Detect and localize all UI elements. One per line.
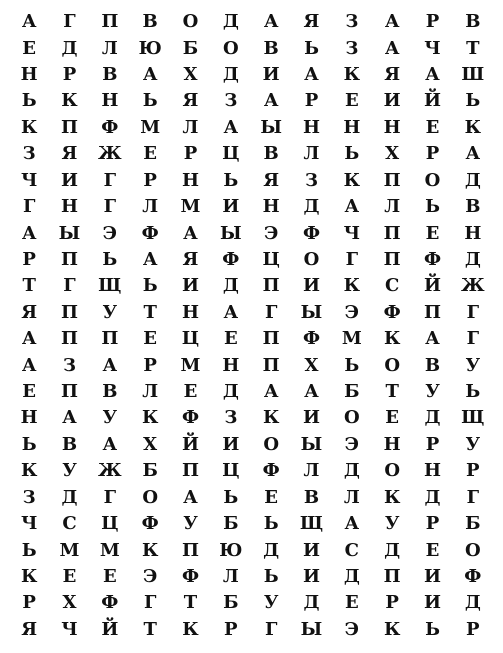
letter-cell[interactable]: П [60,328,78,350]
letter-cell[interactable]: Р [425,143,440,165]
letter-cell[interactable]: Р [143,169,157,191]
letter-cell[interactable]: Р [183,143,198,165]
letter-cell[interactable]: З [345,37,359,59]
letter-cell[interactable]: Л [101,37,118,59]
letter-cell[interactable]: Ы [260,116,282,138]
letter-cell[interactable]: Г [264,618,278,640]
letter-cell[interactable]: Ц [262,248,280,270]
letter-cell[interactable]: Н [383,433,401,455]
letter-cell[interactable]: У [465,354,481,376]
letter-cell[interactable]: Д [61,37,78,59]
letter-cell[interactable]: С [62,513,77,535]
letter-cell[interactable]: О [384,354,400,376]
letter-cell[interactable]: Э [344,618,359,640]
letter-cell[interactable]: Ф [181,565,200,587]
letter-cell[interactable]: Ы [58,222,81,244]
letter-cell[interactable]: К [141,407,159,429]
letter-cell[interactable]: К [343,275,360,297]
letter-cell[interactable]: З [22,143,36,165]
letter-cell[interactable]: Л [142,196,159,218]
letter-cell[interactable]: Г [345,248,359,270]
letter-cell[interactable]: Е [102,565,117,587]
letter-cell[interactable]: Т [466,37,480,59]
letter-cell[interactable]: А [425,328,440,350]
letter-cell[interactable]: Д [61,486,78,508]
letter-cell[interactable]: Л [222,565,239,587]
letter-cell[interactable]: Е [22,381,37,403]
letter-cell[interactable]: Б [223,592,239,614]
letter-cell[interactable]: А [384,11,400,33]
letter-cell[interactable]: З [224,90,238,112]
letter-cell[interactable]: Д [464,248,481,270]
letter-cell[interactable]: Ф [101,592,119,614]
letter-cell[interactable]: П [383,169,401,191]
letter-cell[interactable]: Е [385,407,400,429]
letter-cell[interactable]: К [343,169,360,191]
letter-cell[interactable]: Й [423,275,441,297]
letter-cell[interactable]: Ш [461,64,485,86]
letter-cell[interactable]: Я [61,143,78,165]
letter-cell[interactable]: А [223,301,239,323]
letter-cell[interactable]: Н [262,196,280,218]
letter-cell[interactable]: Э [263,222,279,244]
letter-cell[interactable]: У [384,513,400,535]
letter-cell[interactable]: К [182,618,199,640]
letter-cell[interactable]: Т [183,592,198,614]
letter-cell[interactable]: Д [263,539,280,561]
letter-cell[interactable]: Д [424,486,441,508]
letter-cell[interactable]: О [464,539,481,561]
letter-cell[interactable]: Х [385,143,400,165]
letter-cell[interactable]: А [263,381,279,403]
letter-cell[interactable]: Б [182,37,199,59]
letter-cell[interactable]: И [222,433,240,455]
letter-cell[interactable]: Р [385,592,399,614]
letter-cell[interactable]: А [344,196,360,218]
letter-cell[interactable]: З [345,11,359,33]
letter-cell[interactable]: П [383,565,401,587]
letter-cell[interactable]: К [20,565,38,587]
letter-cell[interactable]: Д [303,592,320,614]
letter-cell[interactable]: И [423,592,441,614]
letter-cell[interactable]: Ч [424,37,441,59]
letter-cell[interactable]: Ц [222,460,240,482]
letter-cell[interactable]: Ж [461,275,485,297]
letter-cell[interactable]: Я [182,248,199,270]
letter-cell[interactable]: П [60,248,78,270]
letter-cell[interactable]: Е [183,381,198,403]
letter-cell[interactable]: Н [383,116,401,138]
letter-cell[interactable]: Г [103,169,117,191]
letter-cell[interactable]: Е [223,328,238,350]
letter-cell[interactable]: Р [425,513,440,535]
letter-cell[interactable]: Я [182,90,199,112]
letter-cell[interactable]: Р [466,618,480,640]
letter-cell[interactable]: Ь [102,248,118,270]
letter-cell[interactable]: М [180,196,201,218]
letter-cell[interactable]: А [183,486,198,508]
letter-cell[interactable]: П [60,301,78,323]
letter-cell[interactable]: Ь [344,354,360,376]
letter-cell[interactable]: Й [181,433,199,455]
letter-cell[interactable]: У [183,513,198,535]
letter-cell[interactable]: О [182,11,199,33]
letter-cell[interactable]: О [303,248,320,270]
letter-cell[interactable]: Б [344,381,360,403]
letter-cell[interactable]: Ж [98,143,122,165]
letter-cell[interactable]: Р [304,90,319,112]
letter-cell[interactable]: У [263,592,279,614]
letter-cell[interactable]: И [302,539,320,561]
letter-cell[interactable]: В [263,143,279,165]
letter-cell[interactable]: И [423,565,441,587]
letter-cell[interactable]: А [263,90,279,112]
letter-cell[interactable]: А [465,143,481,165]
letter-cell[interactable]: Ф [181,407,200,429]
letter-cell[interactable]: Ч [343,222,361,244]
letter-cell[interactable]: Д [222,64,239,86]
letter-cell[interactable]: А [21,328,37,350]
letter-cell[interactable]: Ы [300,618,323,640]
letter-cell[interactable]: А [304,64,319,86]
letter-cell[interactable]: У [465,433,481,455]
letter-cell[interactable]: Д [464,592,481,614]
letter-cell[interactable]: Ф [302,328,321,350]
word-search-grid [9,9,493,643]
letter-cell[interactable]: Ф [383,301,401,323]
letter-cell[interactable]: Х [143,433,158,455]
letter-cell[interactable]: Н [181,169,199,191]
letter-cell[interactable]: К [343,64,360,86]
letter-cell[interactable]: Ц [101,513,119,535]
letter-cell[interactable]: Е [264,486,279,508]
letter-cell[interactable]: Т [143,301,157,323]
letter-cell[interactable]: Г [103,196,117,218]
letter-cell[interactable]: Щ [98,275,122,297]
letter-cell[interactable]: Ь [21,90,37,112]
letter-cell[interactable]: Ж [98,460,122,482]
letter-cell[interactable]: М [99,539,120,561]
letter-cell[interactable]: Ч [20,513,38,535]
letter-cell[interactable]: Г [103,486,117,508]
letter-cell[interactable]: З [22,486,36,508]
letter-cell[interactable]: А [425,64,440,86]
letter-cell[interactable]: Л [384,196,401,218]
letter-cell[interactable]: П [423,301,441,323]
letter-cell[interactable]: Д [343,460,360,482]
letter-cell[interactable]: Б [465,513,481,535]
letter-cell[interactable]: Ь [21,433,37,455]
letter-cell[interactable]: Б [142,460,158,482]
letter-cell[interactable]: М [180,354,201,376]
letter-cell[interactable]: Н [464,222,482,244]
letter-cell[interactable]: Г [466,328,480,350]
letter-cell[interactable]: Л [303,460,320,482]
letter-cell[interactable]: А [21,222,37,244]
letter-cell[interactable]: Я [303,11,320,33]
letter-cell[interactable]: Ю [219,539,243,561]
letter-cell[interactable]: В [102,381,118,403]
letter-cell[interactable]: Ц [181,328,200,350]
letter-cell[interactable]: Э [344,301,359,323]
letter-cell[interactable]: П [181,460,199,482]
letter-cell[interactable]: Я [21,618,38,640]
letter-cell[interactable]: Д [222,275,239,297]
letter-cell[interactable]: Р [224,618,238,640]
letter-cell[interactable]: К [464,116,481,138]
letter-cell[interactable]: И [262,64,280,86]
letter-cell[interactable]: Н [222,354,240,376]
letter-cell[interactable]: С [344,539,359,561]
letter-cell[interactable]: Х [183,64,198,86]
letter-cell[interactable]: Й [101,618,119,640]
letter-cell[interactable]: Л [303,143,320,165]
letter-cell[interactable]: Р [143,354,157,376]
letter-cell[interactable]: Ь [263,513,279,535]
letter-cell[interactable]: Ц [222,143,240,165]
letter-cell[interactable]: У [102,407,118,429]
letter-cell[interactable]: М [341,328,362,350]
letter-cell[interactable]: Й [423,90,441,112]
letter-cell[interactable]: А [384,37,400,59]
letter-cell[interactable]: Ю [138,37,162,59]
letter-cell[interactable]: П [383,222,401,244]
letter-cell[interactable]: Х [62,592,77,614]
letter-cell[interactable]: Ф [302,222,321,244]
letter-cell[interactable]: В [303,486,320,508]
letter-cell[interactable]: Д [424,407,441,429]
letter-cell[interactable]: Т [143,618,157,640]
letter-cell[interactable]: П [262,328,280,350]
letter-cell[interactable]: Д [343,565,360,587]
letter-cell[interactable]: Ы [220,222,242,244]
letter-cell[interactable]: Д [222,11,239,33]
letter-cell[interactable]: У [102,301,118,323]
letter-cell[interactable]: Е [143,143,158,165]
letter-cell[interactable]: Д [464,169,481,191]
letter-cell[interactable]: Г [63,11,76,33]
letter-cell[interactable]: В [263,37,279,59]
letter-cell[interactable]: Е [425,222,440,244]
letter-cell[interactable]: Н [302,116,320,138]
letter-cell[interactable]: Х [304,354,319,376]
letter-cell[interactable]: Ь [344,143,360,165]
letter-cell[interactable]: С [384,275,400,297]
letter-cell[interactable]: П [60,116,78,138]
letter-cell[interactable]: М [140,116,161,138]
letter-cell[interactable]: Ф [141,513,159,535]
letter-cell[interactable]: П [101,328,119,350]
letter-cell[interactable]: Р [466,460,480,482]
letter-cell[interactable]: Д [303,196,320,218]
letter-cell[interactable]: У [62,460,77,482]
letter-cell[interactable]: О [343,407,360,429]
letter-cell[interactable]: П [101,11,119,33]
letter-cell[interactable]: Я [21,301,38,323]
letter-cell[interactable]: И [181,275,199,297]
letter-cell[interactable]: И [60,169,78,191]
letter-cell[interactable]: Е [22,37,37,59]
letter-cell[interactable]: Щ [299,513,324,535]
letter-cell[interactable]: В [465,196,481,218]
letter-cell[interactable]: К [383,328,401,350]
letter-cell[interactable]: А [102,354,118,376]
letter-cell[interactable]: А [223,116,239,138]
letter-cell[interactable]: Н [343,116,361,138]
letter-cell[interactable]: Я [384,64,401,86]
letter-cell[interactable]: Ь [21,539,37,561]
letter-cell[interactable]: Д [222,381,239,403]
letter-cell[interactable]: В [424,354,441,376]
letter-cell[interactable]: И [383,90,401,112]
letter-cell[interactable]: В [61,433,78,455]
letter-cell[interactable]: Е [62,565,77,587]
letter-cell[interactable]: З [224,407,238,429]
letter-cell[interactable]: О [384,460,400,482]
letter-cell[interactable]: Ф [423,248,442,270]
letter-cell[interactable]: Н [20,64,38,86]
letter-cell[interactable]: Е [425,116,440,138]
letter-cell[interactable]: Н [101,90,119,112]
letter-cell[interactable]: Ч [20,169,38,191]
letter-cell[interactable]: А [62,407,77,429]
letter-cell[interactable]: Э [102,222,117,244]
letter-cell[interactable]: Ь [263,565,279,587]
letter-cell[interactable]: Ф [222,248,240,270]
letter-cell[interactable]: Н [60,196,78,218]
letter-cell[interactable]: У [425,381,440,403]
letter-cell[interactable]: П [383,248,401,270]
letter-cell[interactable]: О [222,37,239,59]
letter-cell[interactable]: К [20,116,38,138]
letter-cell[interactable]: Г [22,196,36,218]
letter-cell[interactable]: Л [142,381,159,403]
letter-cell[interactable]: О [142,486,158,508]
letter-cell[interactable]: А [21,11,37,33]
letter-cell[interactable]: Ь [425,196,440,218]
letter-cell[interactable]: Р [62,64,77,86]
letter-cell[interactable]: И [302,407,320,429]
letter-cell[interactable]: Е [143,328,158,350]
letter-cell[interactable]: Е [344,592,359,614]
letter-cell[interactable]: Ь [223,169,239,191]
letter-cell[interactable]: О [424,169,441,191]
letter-cell[interactable]: Ь [465,381,481,403]
letter-cell[interactable]: Р [425,433,440,455]
letter-cell[interactable]: А [142,248,158,270]
letter-cell[interactable]: К [20,460,38,482]
letter-cell[interactable]: Л [182,116,199,138]
letter-cell[interactable]: Д [384,539,401,561]
letter-cell[interactable]: Ф [141,222,159,244]
letter-cell[interactable]: А [102,433,118,455]
letter-cell[interactable]: А [183,222,198,244]
letter-cell[interactable]: Ы [300,433,323,455]
letter-cell[interactable]: Ф [101,116,119,138]
letter-cell[interactable]: Н [423,460,441,482]
letter-cell[interactable]: Ь [142,90,158,112]
letter-cell[interactable]: К [141,539,159,561]
letter-cell[interactable]: Ч [61,618,78,640]
letter-cell[interactable]: Г [466,301,480,323]
letter-cell[interactable]: А [304,381,319,403]
letter-cell[interactable]: Щ [461,407,485,429]
letter-cell[interactable]: А [142,64,158,86]
letter-cell[interactable]: Ь [142,275,158,297]
letter-cell[interactable]: М [59,539,80,561]
letter-cell[interactable]: К [262,407,280,429]
letter-cell[interactable]: Ь [304,37,319,59]
letter-cell[interactable]: П [262,275,280,297]
letter-cell[interactable]: Т [22,275,36,297]
letter-cell[interactable]: Э [344,433,359,455]
letter-cell[interactable]: Н [181,301,199,323]
letter-cell[interactable]: П [262,354,280,376]
letter-cell[interactable]: В [465,11,481,33]
letter-cell[interactable]: П [181,539,199,561]
letter-cell[interactable]: Л [343,486,360,508]
letter-cell[interactable]: И [222,196,240,218]
letter-cell[interactable]: Р [22,592,36,614]
letter-cell[interactable]: П [60,381,78,403]
letter-cell[interactable]: Е [425,539,440,561]
letter-cell[interactable]: А [21,354,37,376]
letter-cell[interactable]: А [344,513,360,535]
letter-cell[interactable]: З [63,354,76,376]
letter-cell[interactable]: З [305,169,318,191]
letter-cell[interactable]: Ь [223,486,239,508]
letter-cell[interactable]: Б [223,513,239,535]
letter-cell[interactable]: К [383,618,401,640]
letter-cell[interactable]: К [61,90,78,112]
letter-cell[interactable]: Ф [262,460,280,482]
letter-cell[interactable]: Р [425,11,440,33]
letter-cell[interactable]: Ь [425,618,440,640]
letter-cell[interactable]: В [142,11,158,33]
letter-cell[interactable]: Р [22,248,36,270]
letter-cell[interactable]: Ы [300,301,323,323]
letter-cell[interactable]: Т [385,381,399,403]
letter-cell[interactable]: Е [344,90,359,112]
letter-cell[interactable]: Г [143,592,157,614]
letter-cell[interactable]: Г [63,275,76,297]
letter-cell[interactable]: Г [466,486,480,508]
letter-cell[interactable]: К [383,486,401,508]
letter-cell[interactable]: Ф [464,565,482,587]
letter-cell[interactable]: И [302,275,320,297]
letter-cell[interactable]: И [302,565,320,587]
letter-cell[interactable]: Э [142,565,158,587]
letter-cell[interactable]: Ь [465,90,481,112]
letter-cell[interactable]: О [263,433,279,455]
letter-cell[interactable]: Н [20,407,38,429]
letter-cell[interactable]: Я [263,169,280,191]
letter-cell[interactable]: В [102,64,118,86]
letter-cell[interactable]: А [263,11,279,33]
letter-cell[interactable]: Г [264,301,278,323]
